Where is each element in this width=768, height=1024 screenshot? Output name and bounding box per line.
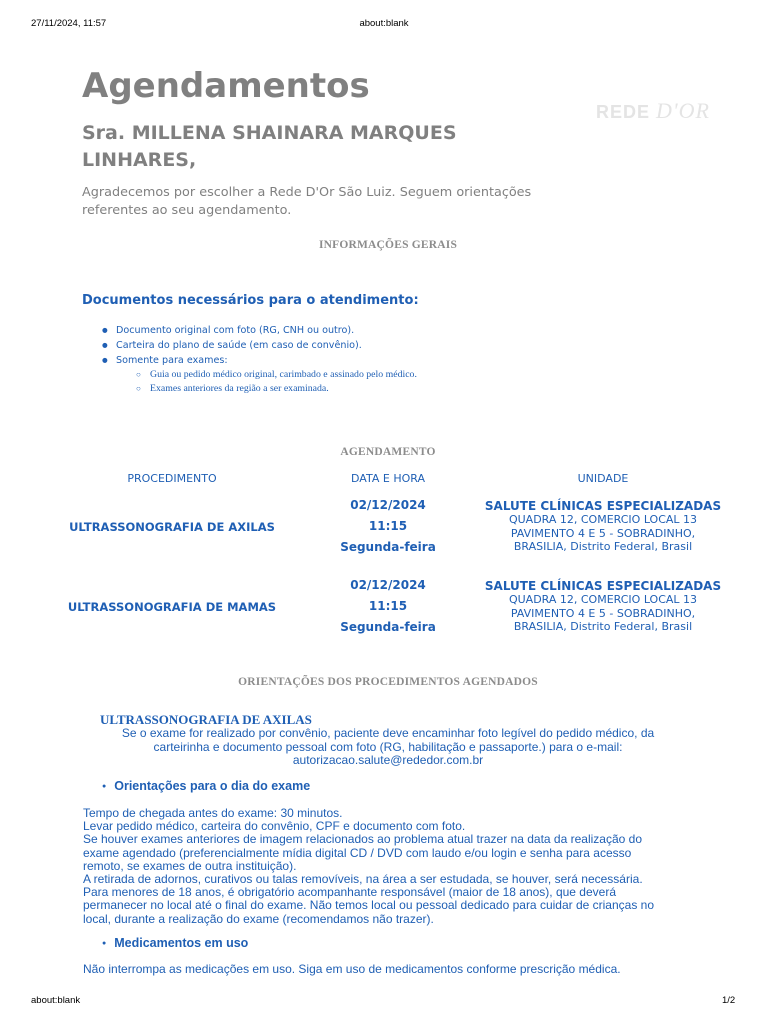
row2-procedure: ULTRASSONOGRAFIA DE MAMAS — [67, 600, 277, 614]
bullet-medications — [102, 936, 248, 950]
document-subitem: ○ Exames anteriores da região a ser examinada. — [116, 382, 582, 396]
orientation-title: ULTRASSONOGRAFIA DE AXILAS — [100, 712, 312, 727]
orientation-email: autorizacao.salute@rededor.com.br — [292, 753, 484, 767]
row2-unit-name: SALUTE CLÍNICAS ESPECIALIZADAS — [484, 579, 722, 593]
section-schedule: AGENDAMENTO — [340, 446, 436, 458]
instruction-line: local, durante a realização do exame (recomendamos não trazer). — [83, 911, 434, 926]
documents-heading: Documentos necessários para o atendimento: — [82, 293, 419, 308]
row1-unit — [483, 499, 723, 554]
instruction-line: exame agendado (preferencialmente mídia digital CD / DVD com laudo e/ou login e senha para acesso — [83, 845, 632, 860]
row1-unit-name: SALUTE CLÍNICAS ESPECIALIZADAS — [484, 499, 722, 513]
row1-unit-addr2: PAVIMENTO 4 E 5 - SOBRADINHO, — [510, 526, 696, 540]
row1-time: 11:15 — [368, 519, 408, 533]
bullet-exam-day — [102, 779, 310, 793]
instruction-line: Tempo de chegada antes do exame: 30 minutos. — [83, 806, 343, 820]
row2-datetime — [328, 575, 448, 638]
rede-dor-logo — [596, 98, 710, 124]
row2-unit-addr3: BRASILIA, Distrito Federal, Brasil — [513, 620, 693, 633]
print-page-number: 1/2 — [722, 995, 736, 1006]
instruction-line: Para menores de 18 anos, é obrigatório acompanhante responsável (maior de 18 anos), que deverá — [83, 885, 616, 900]
bullet-dot-icon: ● — [102, 783, 107, 790]
row2-date: 02/12/2024 — [350, 578, 426, 592]
instruction-line: permanecer no local até o final do exame. Não temos local ou pessoal dedicado para cuidar de crianças no — [83, 898, 655, 913]
print-datetime: 27/11/2024, 11:57 — [31, 18, 107, 29]
section-orientations: ORIENTAÇÕES DOS PROCEDIMENTOS AGENDADOS — [238, 676, 538, 688]
row2-time: 11:15 — [368, 599, 408, 613]
print-url: about:blank — [359, 18, 409, 29]
medications-text: Não interrompa as medicações em uso. Siga em uso de medicamentos conforme prescrição médica. — [83, 962, 621, 976]
row1-unit-addr3: BRASILIA, Distrito Federal, Brasil — [513, 540, 693, 553]
exam-day-instructions — [83, 807, 693, 926]
instruction-line: remoto, se exames de outra instituição). — [83, 858, 297, 873]
logo-text-rede: REDE — [596, 102, 651, 122]
print-footer-url: about:blank — [31, 995, 81, 1006]
logo-text-dor: D'OR — [656, 98, 710, 123]
row1-datetime — [328, 495, 448, 558]
row1-unit-addr1: QUADRA 12, COMERCIO LOCAL 13 — [508, 513, 698, 526]
row2-weekday: Segunda-feira — [340, 620, 436, 634]
bullet-exam-day-label: Orientações para o dia do exame — [114, 779, 311, 793]
row2-unit-addr1: QUADRA 12, COMERCIO LOCAL 13 — [508, 593, 698, 606]
document-item: ● Documento original com foto (RG, CNH ou outro). — [82, 323, 582, 338]
intro-line2: referentes ao seu agendamento. — [82, 203, 292, 218]
bullet-medications-label: Medicamentos em uso — [114, 936, 249, 950]
page-title: Agendamentos — [82, 66, 370, 106]
patient-name — [82, 120, 482, 174]
row2-unit-addr2: PAVIMENTO 4 E 5 - SOBRADINHO, — [510, 606, 696, 620]
instruction-line: A retirada de adornos, curativos ou talas removíveis, na área a ser estudada, se houver, será necessária. — [83, 872, 643, 887]
instruction-line: Se houver exames anteriores de imagem relacionados ao problema atual trazer na data da realização do — [83, 832, 642, 847]
row1-weekday: Segunda-feira — [340, 540, 436, 554]
intro-text — [82, 184, 532, 220]
intro-line1: Agradecemos por escolher a Rede D'Or São Luiz. Seguem orientações — [82, 185, 532, 200]
document-item-label: Somente para exames: — [116, 355, 228, 366]
bullet-dot-icon: ● — [102, 940, 107, 947]
section-general-info: INFORMAÇÕES GERAIS — [318, 239, 458, 251]
col-header-procedure: PROCEDIMENTO — [127, 472, 217, 485]
orientation-intro — [78, 727, 698, 768]
patient-name-line2: LINHARES, — [82, 149, 197, 171]
col-header-unit: UNIDADE — [577, 472, 629, 485]
orientation-intro-line1: Se o exame for realizado por convênio, paciente deve encaminhar foto legível do pedido médico, da — [121, 726, 655, 740]
row2-unit — [483, 579, 723, 634]
orientation-intro-line2: carteirinha e documento pessoal com foto (RG, habilitação e passaporte.) para o e-mail: — [153, 739, 623, 754]
instruction-line: Levar pedido médico, carteira do convênio, CPF e documento com foto. — [83, 819, 466, 834]
row1-date: 02/12/2024 — [350, 498, 426, 512]
col-header-datetime: DATA E HORA — [351, 472, 425, 485]
document-item — [82, 353, 582, 396]
document-subitem: ○ Guia ou pedido médico original, carimbado e assinado pelo médico. — [116, 368, 582, 382]
patient-name-line1: Sra. MILLENA SHAINARA MARQUES — [82, 122, 457, 144]
document-item: ● Carteira do plano de saúde (em caso de convênio). — [82, 338, 582, 353]
row1-procedure: ULTRASSONOGRAFIA DE AXILAS — [69, 520, 275, 534]
documents-list — [82, 323, 582, 396]
